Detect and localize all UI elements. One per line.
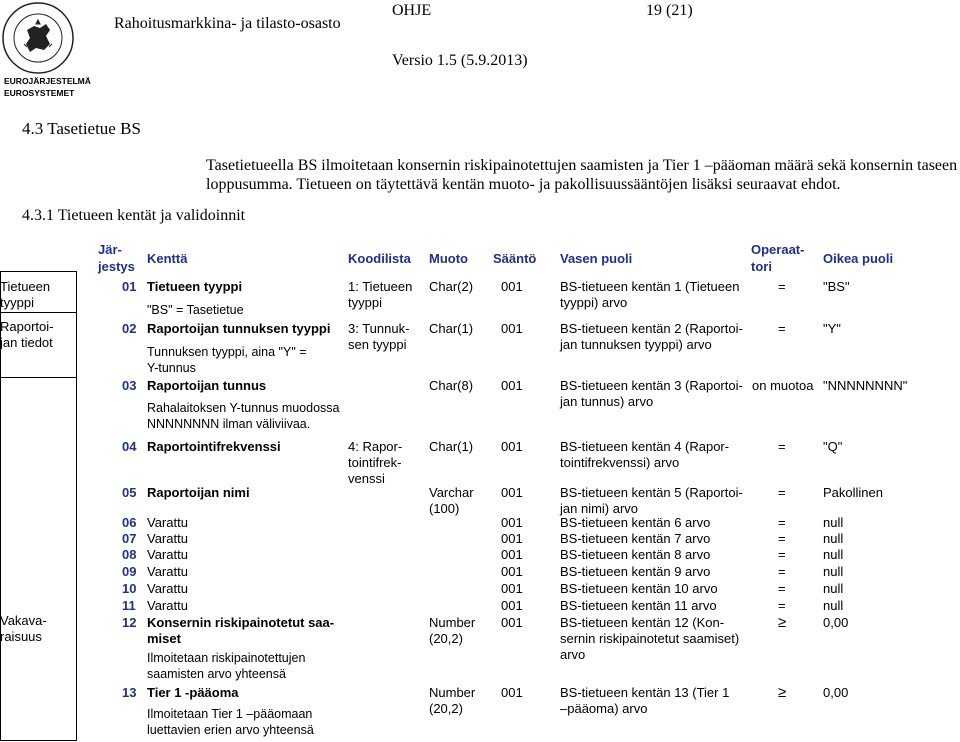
right-side: 0,00 bbox=[823, 685, 849, 700]
left-side: BS-tietueen kentän 7 arvo bbox=[560, 531, 711, 546]
right-side: "BS" bbox=[823, 279, 850, 294]
field-note: Tunnuksen tyyppi, aina "Y" = Y-tunnus bbox=[147, 345, 307, 375]
format: Char(8) bbox=[429, 378, 474, 393]
field-name: Varattu bbox=[147, 515, 188, 530]
row-number: 13 bbox=[122, 685, 137, 700]
code-list: 4: Rapor- bbox=[348, 439, 403, 454]
format: Char(1) bbox=[429, 321, 474, 336]
operator: ≥ bbox=[778, 614, 787, 631]
right-side: null bbox=[823, 598, 844, 613]
col-koodilista: Koodilista bbox=[348, 251, 411, 266]
col-operaattori-2: tori bbox=[751, 259, 772, 274]
field-name: Raportoijan tunnus bbox=[147, 378, 267, 393]
operator: = bbox=[778, 598, 786, 613]
rule: 001 bbox=[501, 279, 523, 294]
field-name: Varattu bbox=[147, 581, 188, 596]
rule: 001 bbox=[501, 531, 523, 546]
row-number: 07 bbox=[122, 531, 137, 546]
field-name: Konsernin riskipainotetut saa- bbox=[147, 615, 335, 630]
row-number: 03 bbox=[122, 378, 137, 393]
right-side: Pakollinen bbox=[823, 485, 883, 500]
rule: 001 bbox=[501, 564, 523, 579]
right-side: "Y" bbox=[823, 321, 841, 336]
operator: = bbox=[778, 531, 786, 546]
right-side: null bbox=[823, 531, 844, 546]
left-side: BS-tietueen kentän 8 arvo bbox=[560, 547, 711, 562]
right-side: null bbox=[823, 581, 844, 596]
code-list: tyyppi bbox=[348, 295, 382, 310]
rule: 001 bbox=[501, 485, 523, 500]
row-number: 04 bbox=[122, 439, 137, 454]
right-side: null bbox=[823, 547, 844, 562]
right-side: "NNNNNNNN" bbox=[823, 378, 908, 393]
intro-line-1: Tasetietueella BS ilmoitetaan konsernin riskipainotettujen saamisten ja Tier 1 –pääoman määrä sekä konsernin taseen bbox=[206, 157, 958, 174]
left-side: BS-tietueen kentän 2 (Raportoi- bbox=[560, 321, 743, 336]
format: Number bbox=[429, 685, 476, 700]
format: Varchar bbox=[429, 485, 474, 500]
rule: 001 bbox=[501, 439, 523, 454]
field-name: Varattu bbox=[147, 564, 188, 579]
section-heading: 4.3 Tasetietue BS bbox=[22, 119, 141, 138]
rule: 001 bbox=[501, 581, 523, 596]
row-number: 06 bbox=[122, 515, 137, 530]
col-operaattori-1: Operaat- bbox=[751, 242, 805, 257]
right-side: "Q" bbox=[823, 439, 843, 454]
code-list: tointifrek- bbox=[348, 455, 402, 470]
operator: = bbox=[778, 321, 786, 336]
left-side: BS-tietueen kentän 3 (Raportoi- bbox=[560, 378, 743, 393]
left-side: sernin riskipainotetut saamiset) bbox=[560, 631, 740, 646]
left-side: tyyppi) arvo bbox=[560, 295, 628, 310]
row-number: 10 bbox=[122, 581, 137, 596]
row-number: 08 bbox=[122, 547, 137, 562]
operator: on muotoa bbox=[752, 378, 814, 393]
header-org: Rahoitusmarkkina- ja tilasto-osasto bbox=[114, 15, 341, 32]
col-jarjestys-1: Jär- bbox=[98, 242, 122, 257]
rule: 001 bbox=[501, 321, 523, 336]
subsection-heading: 4.3.1 Tietueen kentät ja validoinnit bbox=[22, 207, 246, 224]
right-side: null bbox=[823, 515, 844, 530]
left-side: BS-tietueen kentän 5 (Raportoi- bbox=[560, 485, 743, 500]
operator: = bbox=[778, 547, 786, 562]
label-raportoijan-tiedot-1: Raportoi- bbox=[0, 319, 54, 334]
label-tietueen-tyyppi-2: tyyppi bbox=[0, 295, 34, 310]
format: (20,2) bbox=[429, 631, 463, 646]
left-side: BS-tietueen kentän 12 (Kon- bbox=[560, 615, 725, 630]
operator: = bbox=[778, 581, 786, 596]
left-side: BS-tietueen kentän 11 arvo bbox=[560, 598, 717, 613]
col-vasen-puoli: Vasen puoli bbox=[560, 251, 633, 266]
code-list: sen tyyppi bbox=[348, 337, 407, 352]
operator: = bbox=[778, 485, 786, 500]
left-side: BS-tietueen kentän 10 arvo bbox=[560, 581, 718, 596]
operator: = bbox=[778, 564, 786, 579]
col-muoto: Muoto bbox=[429, 251, 468, 266]
field-note: "BS" = Tasetietue bbox=[147, 303, 244, 317]
left-side: BS-tietueen kentän 13 (Tier 1 bbox=[560, 685, 730, 700]
row-number: 09 bbox=[122, 564, 137, 579]
operator: = bbox=[778, 515, 786, 530]
format: Number bbox=[429, 615, 476, 630]
left-side: –pääoma) arvo bbox=[560, 701, 648, 716]
format: (20,2) bbox=[429, 701, 463, 716]
left-side: jan tunnuksen tyyppi) arvo bbox=[560, 337, 712, 352]
left-side: arvo bbox=[560, 647, 586, 662]
rule: 001 bbox=[501, 598, 523, 613]
field-name: Raportointifrekvenssi bbox=[147, 439, 281, 454]
header-page: 19 (21) bbox=[646, 2, 693, 19]
suomen-pankki-logo bbox=[0, 0, 91, 112]
row-number: 12 bbox=[122, 615, 137, 630]
label-vakavaraisuus-1: Vakava- bbox=[0, 613, 47, 628]
left-side: jan tunnus) arvo bbox=[560, 394, 654, 409]
code-list: 3: Tunnuk- bbox=[348, 321, 410, 336]
header-version: Versio 1.5 (5.9.2013) bbox=[392, 52, 528, 69]
intro-line-2: loppusumma. Tietueen on täytettävä kentän muoto- ja pakollisuussääntöjen lisäksi seuraavat ehdot. bbox=[206, 176, 841, 193]
format: Char(2) bbox=[429, 279, 474, 294]
operator: ≥ bbox=[778, 684, 787, 701]
right-side: 0,00 bbox=[823, 615, 849, 630]
field-note: Ilmoitetaan riskipainotettujen saamisten arvo yhteensä bbox=[147, 651, 306, 681]
left-side: tointifrekvenssi) arvo bbox=[560, 455, 680, 470]
left-side: BS-tietueen kentän 6 arvo bbox=[560, 515, 711, 530]
left-side: BS-tietueen kentän 9 arvo bbox=[560, 564, 711, 579]
operator: = bbox=[778, 439, 786, 454]
col-oikea-puoli: Oikea puoli bbox=[823, 251, 894, 266]
left-side: BS-tietueen kentän 1 (Tietueen bbox=[560, 279, 740, 294]
col-jarjestys-2: jestys bbox=[98, 259, 135, 274]
rule: 001 bbox=[501, 378, 523, 393]
field-name: miset bbox=[147, 631, 181, 646]
left-side: jan nimi) arvo bbox=[560, 501, 639, 516]
format: Char(1) bbox=[429, 439, 474, 454]
logo-line2: EUROSYSTEMET bbox=[4, 88, 75, 98]
field-name: Raportoijan tunnuksen tyyppi bbox=[147, 321, 331, 336]
field-note: Rahalaitoksen Y-tunnus muodossa NNNNNNNN ilman väliviivaa. bbox=[147, 401, 340, 431]
field-name: Varattu bbox=[147, 531, 188, 546]
field-note: Ilmoitetaan Tier 1 –pääomaan luettavien erien arvo yhteensä bbox=[147, 707, 314, 737]
row-number: 05 bbox=[122, 485, 137, 500]
format: (100) bbox=[429, 501, 460, 516]
row-number: 11 bbox=[122, 598, 136, 613]
field-name: Tier 1 -pääoma bbox=[147, 685, 239, 700]
col-saanto: Sääntö bbox=[493, 251, 537, 266]
col-kentta: Kenttä bbox=[147, 251, 188, 266]
field-name: Tietueen tyyppi bbox=[147, 279, 243, 294]
right-side: null bbox=[823, 564, 844, 579]
rule: 001 bbox=[501, 547, 523, 562]
operator: = bbox=[778, 279, 786, 294]
label-vakavaraisuus-2: raisuus bbox=[0, 629, 42, 644]
header-doc-type: OHJE bbox=[392, 2, 432, 19]
row-number: 01 bbox=[122, 279, 137, 294]
label-raportoijan-tiedot-2: jan tiedot bbox=[0, 335, 53, 350]
field-name: Varattu bbox=[147, 547, 188, 562]
field-name: Varattu bbox=[147, 598, 188, 613]
field-name: Raportoijan nimi bbox=[147, 485, 250, 500]
logo-line1: EUROJÄRJESTELMÄ bbox=[4, 76, 91, 86]
code-list: 1: Tietueen bbox=[348, 279, 413, 294]
rule: 001 bbox=[501, 615, 523, 630]
rule: 001 bbox=[501, 515, 523, 530]
code-list: venssi bbox=[348, 471, 385, 486]
row-number: 02 bbox=[122, 321, 137, 336]
left-side: BS-tietueen kentän 4 (Rapor- bbox=[560, 439, 730, 454]
rule: 001 bbox=[501, 685, 523, 700]
label-tietueen-tyyppi-1: Tietueen bbox=[0, 279, 51, 294]
